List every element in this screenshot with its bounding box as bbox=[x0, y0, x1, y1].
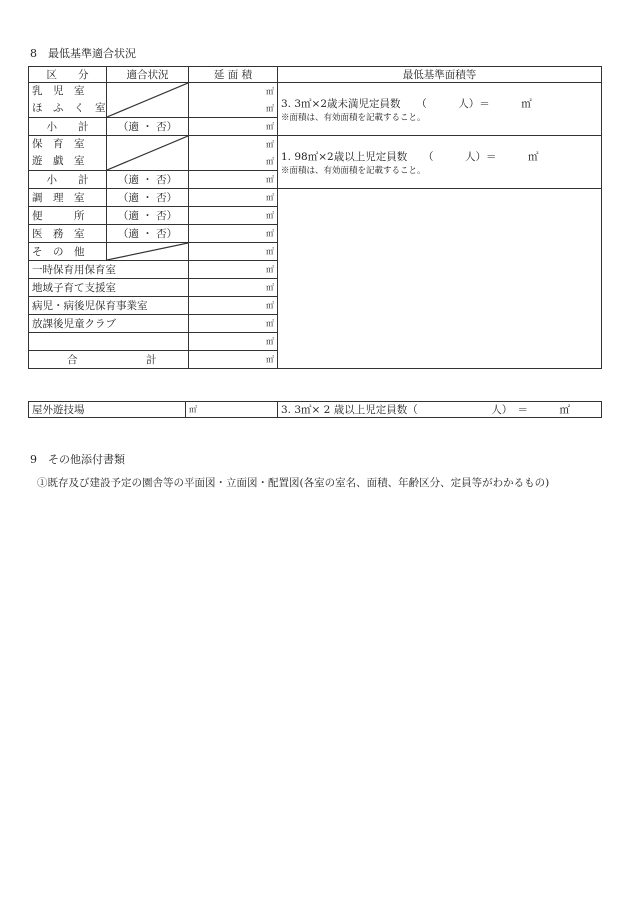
empty-requirement-area bbox=[278, 189, 602, 369]
unit-label: ㎡ bbox=[266, 140, 274, 149]
after-school-club-label: 放課後児童クラブ bbox=[29, 315, 189, 333]
medical-room-label: 医 務 室 bbox=[29, 225, 107, 243]
total-label bbox=[29, 351, 189, 369]
outdoor-playground-table bbox=[28, 401, 602, 418]
unit-label: ㎡ bbox=[189, 171, 278, 189]
temp-care-room-label: 一時保育用保育室 bbox=[29, 261, 189, 279]
infant-compliance-diagonal bbox=[107, 83, 189, 118]
unit-label: ㎡ bbox=[266, 104, 274, 113]
toilet-status: （適 ・ 否） bbox=[107, 207, 189, 225]
unit-label: ㎡ bbox=[266, 157, 274, 166]
yugi-label: 遊 戯 室 bbox=[32, 155, 85, 167]
subtotal1-status: （適 ・ 否） bbox=[107, 118, 189, 136]
toilet-label: 便 所 bbox=[29, 207, 107, 225]
kitchen-status: （適 ・ 否） bbox=[107, 189, 189, 207]
infant-area-cell bbox=[189, 83, 278, 118]
outdoor-playground-label: 屋外遊技場 bbox=[29, 402, 186, 418]
unit-label: ㎡ bbox=[189, 261, 278, 279]
section8-title: 8 最低基準適合状況 bbox=[30, 47, 136, 60]
row-nursery-rooms-label bbox=[29, 136, 107, 171]
minimum-standards-table bbox=[28, 66, 602, 369]
kitchen-label: 調 理 室 bbox=[29, 189, 107, 207]
unit-label: ㎡ bbox=[189, 351, 278, 369]
section9-title: 9 その他添付書類 bbox=[30, 453, 125, 466]
unit-label: ㎡ bbox=[189, 243, 278, 261]
unit-label: ㎡ bbox=[189, 315, 278, 333]
requirement-note: ※面積は、有効面積を記載すること。 bbox=[281, 112, 426, 123]
outdoor-unit: ㎡ bbox=[186, 402, 278, 418]
nursery-compliance-diagonal bbox=[107, 136, 189, 171]
requirement-note: ※面積は、有効面積を記載すること。 bbox=[281, 165, 426, 176]
header-floor-area: 延 面 積 bbox=[189, 67, 278, 83]
header-minimum-area: 最低基準面積等 bbox=[278, 67, 602, 83]
subtotal2-status: （適 ・ 否） bbox=[107, 171, 189, 189]
total-label-a: 合 bbox=[67, 354, 78, 366]
unit-label: ㎡ bbox=[189, 189, 278, 207]
hoiku-label: 保 育 室 bbox=[32, 138, 85, 150]
header-compliance: 適合状況 bbox=[107, 67, 189, 83]
unit-label: ㎡ bbox=[189, 225, 278, 243]
requirement-over2 bbox=[278, 136, 602, 189]
requirement-under2 bbox=[278, 83, 602, 136]
hofuku-label: ほ ふ く 室 bbox=[32, 102, 106, 114]
requirement-over2-text: 1. 98㎡×2歳以上児定員数 （ 人）＝ ㎡ bbox=[281, 150, 539, 163]
medical-room-status: （適 ・ 否） bbox=[107, 225, 189, 243]
row-infant-rooms-label bbox=[29, 83, 107, 118]
unit-label: ㎡ bbox=[189, 118, 278, 136]
outdoor-formula: 3. 3㎡× 2 歳以上児定員数（ 人） ＝ ㎡ bbox=[278, 402, 602, 418]
other-compliance-diagonal bbox=[107, 243, 189, 261]
header-category: 区 分 bbox=[29, 67, 107, 83]
unit-label: ㎡ bbox=[189, 333, 278, 351]
unit-label: ㎡ bbox=[189, 207, 278, 225]
other-label: そ の 他 bbox=[29, 243, 107, 261]
requirement-under2-text: 3. 3㎡×2歳未満児定員数 （ 人）＝ ㎡ bbox=[281, 97, 532, 110]
nursery-area-cell bbox=[189, 136, 278, 171]
community-support-room-label: 地域子育て支援室 bbox=[29, 279, 189, 297]
nyuji-label: 乳 児 室 bbox=[32, 85, 85, 97]
unit-label: ㎡ bbox=[189, 297, 278, 315]
sick-child-room-label: 病児・病後児保育事業室 bbox=[29, 297, 189, 315]
subtotal1-label: 小 計 bbox=[29, 118, 107, 136]
blank-row-label bbox=[29, 333, 189, 351]
attachment-item-1: ①既存及び建設予定の園舎等の平面図・立面図・配置図(各室の室名、面積、年齢区分、定員等がわかるもの) bbox=[37, 477, 550, 489]
subtotal2-label: 小 計 bbox=[29, 171, 107, 189]
unit-label: ㎡ bbox=[189, 279, 278, 297]
total-label-b: 計 bbox=[146, 354, 157, 366]
unit-label: ㎡ bbox=[266, 87, 274, 96]
